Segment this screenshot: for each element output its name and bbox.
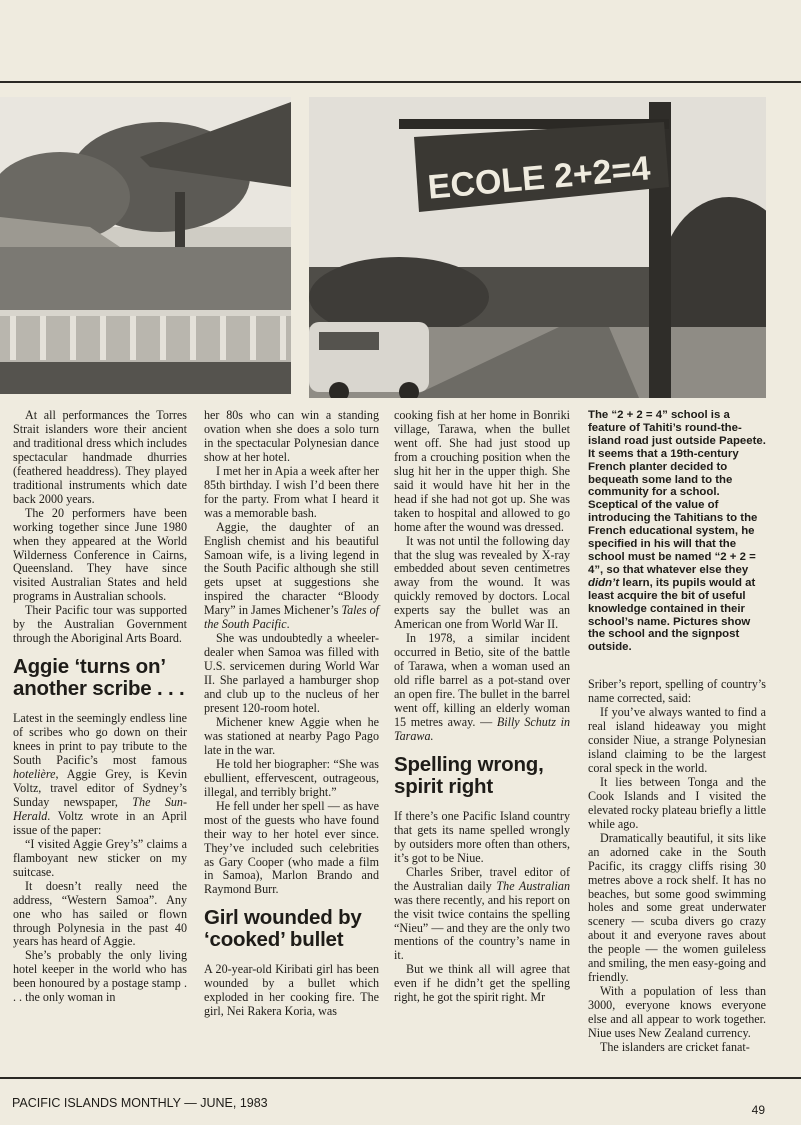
paragraph: The 20 performers have been working together since June 1980 when they appeared at the World Wilderness Conference in Cairns, Queensland. They have since visited Australian States and held programs in Australian schools. (13, 505, 187, 604)
paragraph: At all performances the Torres Strait islanders wore their ancient and traditional dress which includes spectacular handmade dhurries (feathered headdress). They played traditional instruments which date back 2000 years. (13, 408, 187, 506)
school-sign-text: ECOLE 2+2=4 (426, 149, 652, 207)
paragraph: Aggie, the daughter of an English chemist and his beautiful Samoan wife, is a living legend in the South Pacific although she still gets upset at suggestions she inspired the character “Bloody Mary” in James Michener’s Tales of the South Pacific. (204, 519, 380, 632)
paragraph: It was not until the following day that the slug was revealed by X-ray embedded about seven centimetres away from the wound. It was quickly removed by doctors. Local experts say the bullet was an American one from World War II. (394, 533, 570, 632)
paragraph: Charles Sriber, travel editor of the Australian daily The Australian was there recently, and his report on the visit twice contains the spelling “Nieu” — and they are the only two mentions of the country’s name in it. (394, 864, 570, 963)
paragraph: “I visited Aggie Grey’s” claims a flamboyant new sticker on my suitcase. (13, 836, 187, 879)
paragraph: Sriber’s report, spelling of country’s name corrected, said: (588, 677, 766, 706)
paragraph: I met her in Apia a week after her 85th birthday. I wish I’d been there for the party. From what I heard it was a memorable bash. (204, 463, 379, 520)
paragraph: If there’s one Pacific Island country that gets its name spelled wrongly by outsiders more often than others, it’s got to be Niue. (394, 808, 570, 865)
hotel-veranda-photo (0, 97, 291, 394)
column-1 (13, 409, 187, 1005)
top-rule (0, 81, 801, 83)
paragraph: Michener knew Aggie when he was stationed at nearby Pago Pago late in the war. (204, 714, 379, 757)
school-signpost-photo (309, 97, 766, 398)
headline-girl-wounded: Girl wounded by ‘cooked’ bullet (204, 906, 362, 952)
paragraph: With a population of less than 3000, everyone knows everyone else and all appear to work together. Niue uses New Zealand currency. (588, 984, 766, 1041)
paragraph: Their Pacific tour was supported by the Australian Government through the Aboriginal Arts Board. (13, 603, 187, 646)
paragraph: She was undoubtedly a wheeler-dealer when Samoa was filled with U.S. servicemen during World War II. She parlayed a hamburger shop and club up to the nucleus of her present 120-room hotel. (204, 631, 379, 716)
paragraph: Dramatically beautiful, it sits like an adorned cake in the South Pacific, its craggy cliffs rising 30 metres above a rock shelf. It has no beaches, but some good swimming holes and some great underwater scenery — scuba divers go crazy about it and everyone raves about the people — the women guileless and smiling, the men easy-going and friendly. (588, 830, 767, 985)
headline-aggie: Aggie ‘turns on’ another scribe . . . (13, 655, 185, 701)
column-3 (394, 409, 570, 1005)
bottom-rule (0, 1077, 801, 1079)
paragraph: A 20-year-old Kiribati girl has been wounded by a bullet which exploded in her cooking fire. The girl, Nei Rakera Koria, was (204, 962, 379, 1019)
paragraph: cooking fish at her home in Bonriki village, Tarawa, when the bullet went off. She had just stood up from a crouching position when the slug hit her in the upper thigh. She said it would have hit her in the head if she had not got up. She was taken to hospital and allowed to go home after the wound was dressed. (394, 408, 570, 534)
headline-spelling: Spelling wrong, spirit right (394, 752, 544, 798)
paragraph: It doesn’t really need the address, “Western Samoa”. Any one who has sailed or flown through Polynesia in the past 40 years has heard of Aggie. (13, 878, 187, 949)
paragraph: Latest in the seemingly endless line of scribes who go down on their knees in print to pay tribute to the South Pacific’s most famous hotelière, Aggie Grey, is Kevin Voltz, travel editor of Sydney’s Sunday newspaper, The Sun-Herald. Voltz wrote in an April issue of the paper: (13, 711, 187, 837)
paragraph: her 80s who can win a standing ovation when she does a solo turn in the spectacular Polynesian dance show at her hotel. (204, 408, 379, 464)
column-4 (588, 409, 766, 1055)
column-2 (204, 409, 379, 1019)
paragraph: She’s probably the only living hotel keeper in the world who has been honoured by a postage stamp . . . the only woman in (13, 948, 187, 1005)
paragraph: In 1978, a similar incident occurred in Betio, site of the battle of Tarawa, when a woman used an old rifle barrel as a pot-stand over an open fire. The bullet in the barrel went off, killing an elderly woman 15 metres away. — Billy Schutz in Tarawa. (394, 631, 570, 743)
paragraph: It lies between Tonga and the Cook Islands and I visited the elevated rocky plateau briefly a little while ago. (588, 774, 766, 831)
publication-footer: PACIFIC ISLANDS MONTHLY — JUNE, 1983 (12, 1096, 268, 1110)
paragraph: He told her biographer: “She was ebullient, effervescent, outrageous, illegal, and terribly bright.” (204, 756, 379, 799)
paragraph: The islanders are cricket fanat- (600, 1040, 750, 1054)
photo-caption: The “2 + 2 = 4” school is a feature of Tahiti’s round-the-island road just outside Papeete. It seems that a 19th-century French planter decided to bequeath some land to the community for a school. Sceptical of the value of introducing the Tahitians to the French educational system, he specified in his will that the school must be named “2 + 2 = 4”, so that whatever else they didn’t learn, its pupils would at least acquire the bit of useful knowledge contained in their school’s name. Pictures show the school and the signpost outside. (588, 409, 766, 654)
paragraph: He fell under her spell — as have most of the guests who have found their way to her hotel ever since. They’ve included such celebrities as Gary Cooper (who made a film in Samoa), Marlon Brando and Raymond Burr. (204, 798, 379, 897)
paragraph: But we think all will agree that even if he didn’t get the spelling right, he got the spirit right. Mr (394, 962, 570, 1005)
paragraph: If you’ve always wanted to find a real island hideaway you might consider Niue, a strange Polynesian island claiming to be the largest coral speck in the world. (588, 705, 766, 775)
page-number: 49 (751, 1103, 765, 1117)
